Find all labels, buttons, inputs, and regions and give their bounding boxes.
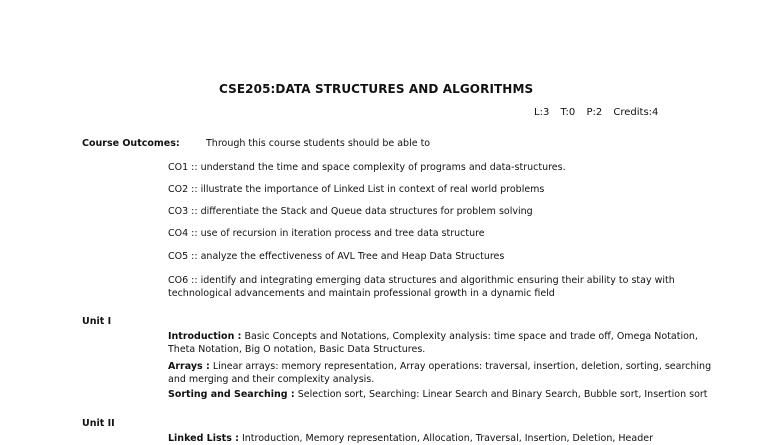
course-outcome: CO1 :: understand the time and space complexity of programs and data-structures. <box>168 162 566 173</box>
topic-heading: Arrays : <box>168 361 210 372</box>
credit-info <box>534 107 666 118</box>
course-outcome: CO2 :: illustrate the importance of Linked List in context of real world problems <box>168 184 545 195</box>
credits-value: Credits:4 <box>613 107 659 118</box>
course-outcomes-intro: Through this course students should be able to <box>206 138 431 149</box>
course-outcome: CO5 :: analyze the effectiveness of AVL Tree and Heap Data Structures <box>168 251 505 262</box>
unit-label: Unit I <box>82 316 112 327</box>
topic-text: Selection sort, Searching: Linear Search and Binary Search, Bubble sort, Insertion sort <box>297 389 708 400</box>
course-outcome: CO4 :: use of recursion in iteration process and tree data structure <box>168 228 485 239</box>
topic-text: Introduction, Memory representation, Allocation, Traversal, Insertion, Deletion, Header <box>241 433 653 444</box>
course-outcomes-label: Course Outcomes: <box>82 138 180 149</box>
course-title: CSE205:DATA STRUCTURES AND ALGORITHMS <box>219 82 534 96</box>
topic-text: Basic Concepts and Notations, Complexity analysis: time space and trade off, Omega Notation, Theta Notation, Big O notation, Basic Data Structures. <box>168 331 698 355</box>
topic-text: Linear arrays: memory representation, Array operations: traversal, insertion, deletion, sorting, searching and merging and their complexity analysis. <box>168 361 712 385</box>
topic-heading: Linked Lists : <box>168 433 239 444</box>
unit-topic <box>168 388 728 401</box>
lecture-hours: L:3 <box>534 107 550 118</box>
practical-hours: P:2 <box>586 107 603 118</box>
course-outcome: CO3 :: differentiate the Stack and Queue data structures for problem solving <box>168 206 533 217</box>
unit-topic <box>168 432 728 445</box>
unit-topic <box>168 360 728 386</box>
tutorial-hours: T:0 <box>560 107 576 118</box>
unit-topic <box>168 330 728 356</box>
topic-heading: Introduction : <box>168 331 242 342</box>
unit-label: Unit II <box>82 418 115 429</box>
course-outcome: CO6 :: identify and integrating emerging data structures and algorithmic ensuring their ability to stay with technological advancements and maintain professional growth in a dynamic field <box>168 275 675 299</box>
topic-heading: Sorting and Searching : <box>168 389 295 400</box>
